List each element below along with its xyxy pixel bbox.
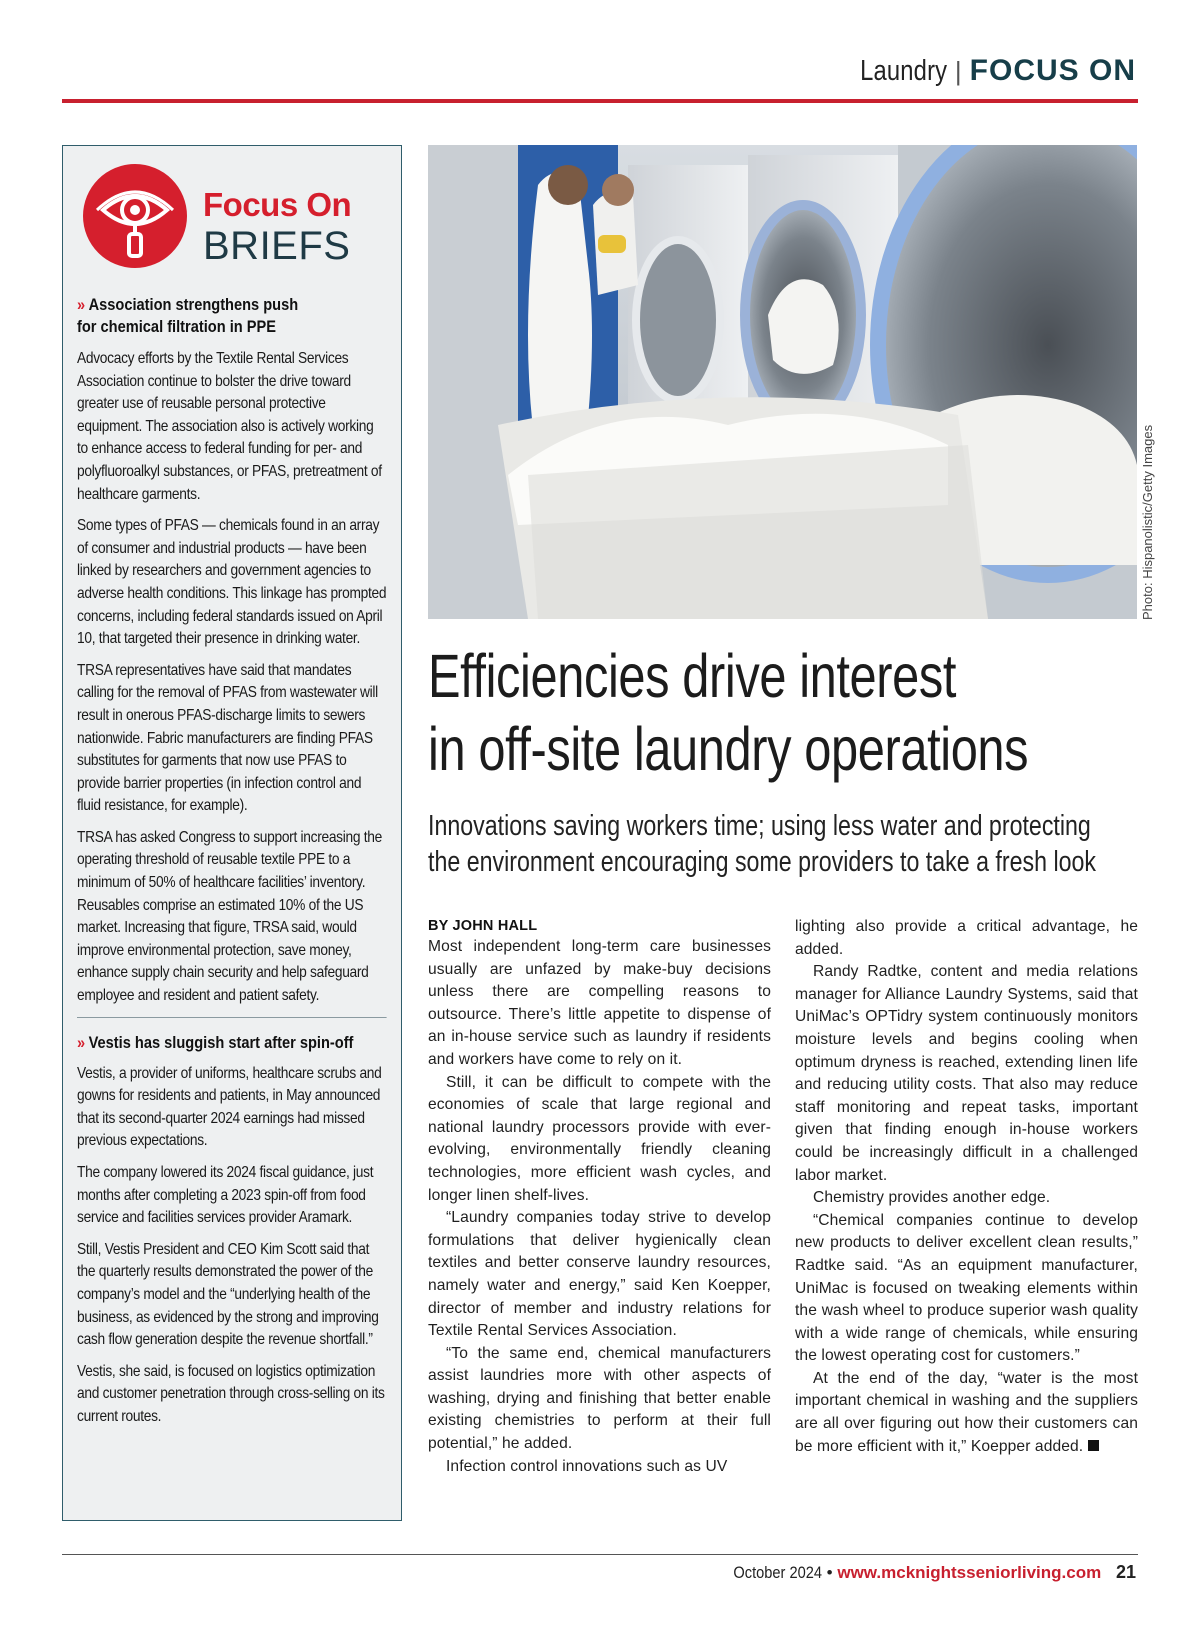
brief-headline: » Association strengthens push for chemical filtration in PPE (77, 295, 299, 336)
page-footer (719, 1562, 1136, 1583)
body-paragraph: Infection control innovations such as UV (446, 1457, 728, 1475)
body-paragraph: Most independent long-term care businesses usually are unfazed by make-buy decisions unless there are compelling reasons to outsource. There’s little appetite to dispense of an in-house service such as laundry if residents and workers have come to rely on it. (428, 938, 771, 1068)
brief-paragraph: TRSA representatives have said that mandates calling for the removal of PFAS from wastewater will result in onerous PFAS-discharge limits to sewers nationwide. Fabric manufacturers are finding PFAS substitutes for garments that now use PFAS to provide barrier properties (in infection control and fluid resistance, for example). (77, 661, 378, 815)
website-link[interactable]: www.mcknightsseniorliving.com (837, 1563, 1102, 1582)
body-paragraph: Chemistry provides another edge. (813, 1189, 1051, 1207)
photo-credit: Photo: Hispanolistic/Getty Images (1140, 424, 1155, 620)
logo-title: Focus On (203, 186, 352, 223)
footer-rule (62, 1554, 1138, 1555)
body-paragraph: Still, it can be difficult to compete with the economies of scale that large regional and national laundry processors provide with ever-evolving, environmentally friendly cleaning technologies, more efficient wash cycles, and longer linen shelf-lives. (428, 1073, 771, 1204)
header-rule (62, 99, 1138, 103)
article-headline: Efficiencies drive interest in off-site laundry operations (428, 642, 1029, 783)
byline: BY JOHN HALL (428, 918, 538, 934)
briefs-sidebar (62, 145, 402, 1521)
brief-paragraph: Vestis, a provider of uniforms, healthcare scrubs and gowns for residents and patients, in May announced that its second-quarter 2024 earnings had missed previous expectations. (77, 1064, 382, 1150)
body-paragraph: Randy Radtke, content and media relations manager for Alliance Laundry Systems, said that UniMac’s OPTidry system continuously monitors moisture levels and begins cooling when optimum dryness is reached, extending linen life and reducing utility costs. That also may reduce staff monitoring and repeat tasks, important given that finding enough in-house workers could be increasingly difficult in a challenged labor market. (795, 963, 1138, 1184)
brief-paragraph: Advocacy efforts by the Textile Rental Services Association continue to bolster the drive toward greater use of reusable personal protective equipment. The association also is actively working to enhance access to federal funding for per- and polyfluoroalkyl substances, or PFAS, pretreatment of healthcare garments. (77, 350, 382, 503)
body-paragraph: “Laundry companies today strive to develop formulations that deliver hygienically clean textiles and better conserve laundry resources, namely water and energy,” said Ken Koepper, director of member and industry relations for Textile Rental Services Association. (428, 1209, 771, 1340)
body-paragraph: lighting also provide a critical advantage, he added. (795, 918, 1138, 958)
focus-on-briefs-logo (83, 164, 383, 276)
issue-date: October 2024 (733, 1563, 822, 1582)
brief-paragraph: The company lowered its 2024 fiscal guidance, just months after completing a 2023 spin-off from food service and facilities services provider Aramark. (77, 1164, 374, 1227)
footer-dot: • (826, 1563, 833, 1582)
brief-paragraph: Some types of PFAS — chemicals found in an array of consumer and industrial products — have been linked by researchers and government agencies to adverse health conditions. This linkage has prompted concerns, including federal standards issued on April 10, that targeted their presence in drinking water. (77, 517, 387, 648)
body-paragraph: “Chemical companies continue to develop new products to deliver excellent clean results,” Radtke said. “As an equipment manufacturer, UniMac is focused on tweaking elements within the wash wheel to produce superior wash quality with a wide range of chemicals, while ensuring the lowest operating cost for customers.” (795, 1211, 1138, 1365)
laundry-photo (428, 145, 1137, 619)
focus-on-label: FOCUS ON (969, 54, 1136, 87)
section-label: Laundry (859, 55, 947, 87)
brief-divider (77, 1017, 387, 1018)
brief-paragraph: Still, Vestis President and CEO Kim Scott said that the quarterly results demonstrated the power of the company’s model and the “underlying health of the business, as evidenced by the strong and improving cash flow generation despite the revenue shortfall.” (77, 1240, 379, 1349)
brief-paragraph: TRSA has asked Congress to support increasing the operating threshold of reusable textile PPE to a minimum of 50% of healthcare facilities’ inventory. Reusables comprise an estimated 10% of the US market. Increasing that figure, TRSA said, would improve environmental protection, save money, enhance supply chain security and help safeguard employee and resident and patient safety. (77, 828, 382, 1005)
page-header (841, 54, 1136, 94)
article-column-1 (428, 916, 771, 1478)
body-paragraph: At the end of the day, “water is the most important chemical in washing and the suppliers are all over figuring out how their customers can be more efficient with it,” Koepper added. (795, 1369, 1138, 1455)
brief-headline: » Vestis has sluggish start after spin-off (77, 1032, 354, 1052)
header-separator: | (954, 56, 962, 86)
logo-subtitle: BRIEFS (203, 224, 351, 268)
briefs-list (77, 294, 391, 1438)
eye-magnifier-icon (83, 164, 187, 268)
brief-paragraph: Vestis, she said, is focused on logistics optimization and customer penetration through cross-selling on its current routes. (77, 1362, 385, 1425)
end-mark-icon (1088, 1440, 1099, 1451)
article-dek: Innovations saving workers time; using less water and protecting the environment encouraging some providers to take a fresh look (428, 810, 1097, 878)
body-paragraph: “To the same end, chemical manufacturers assist laundries more with other aspects of washing, drying and finishing that better enable existing chemistries to perform at their full potential,” he added. (428, 1344, 771, 1453)
article-column-2 (795, 916, 1138, 1458)
page-number: 21 (1115, 1562, 1136, 1582)
